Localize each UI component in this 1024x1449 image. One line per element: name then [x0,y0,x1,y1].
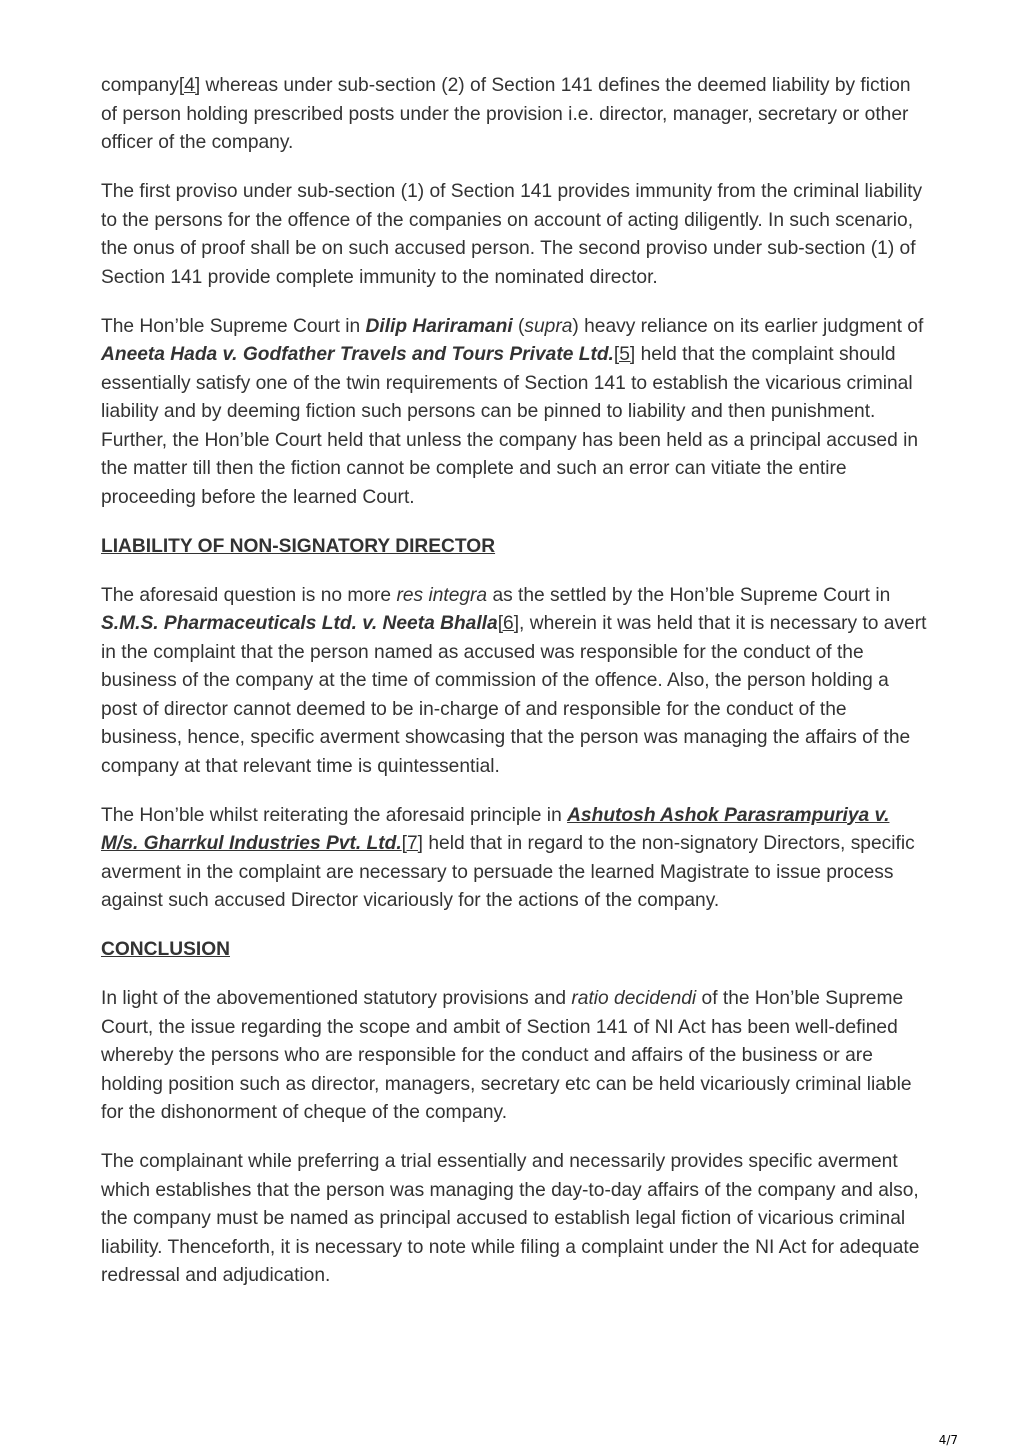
paragraph-proviso [101,178,927,292]
paragraph-deemed-liability [101,72,927,158]
page-number: 4/7 [938,1433,958,1447]
text: ( [512,315,525,337]
italic-term: res integra [396,584,488,606]
case-link-ashutosh[interactable]: Ashutosh Ashok Parasrampuriya v. M/s. Gharrkul Industries Pvt. Ltd. [101,804,890,854]
paragraph-ashutosh [101,802,927,916]
text: ) heavy reliance on its earlier judgment of [572,315,924,337]
text: The first proviso under sub-section (1) of Section 141 provides immunity from the criminal liability to the persons for the offence of the companies on account of acting diligently. In such scenario, the onus of proof shall be on such accused person. The second proviso under sub-section (1) of Section 141 provide complete immunity to the nominated director. [101,181,923,288]
footnote-link-6[interactable]: [6] [497,613,520,634]
footnote-link-4[interactable]: [4] [178,75,201,96]
text: held that the complaint should essentially satisfy one of the twin requirements of Section 141 to establish the vicarious criminal liability and by deeming fiction such persons can be pinned to liability and then punishment. Further, the Hon’ble Court held that unless the company has been held as a principal accused in the matter till then the fiction cannot be complete and such an error can vitiate the entire proceeding before the learned Court. [101,344,919,508]
text: as the settled by the Hon’ble Supreme Court in [487,584,891,606]
text: of the Hon’ble Supreme Court, the issue regarding the scope and ambit of Section 141 of NI Act has been well-defined whereby the persons who are responsible for the conduct and affairs of the business or are holding position such as director, managers, secretary etc can be held vicariously criminal liable for the dishonorment of cheque of the company. [101,988,912,1123]
case-name: S.M.S. Pharmaceuticals Ltd. v. Neeta Bhalla [101,613,498,634]
text: The Hon’ble Supreme Court in [101,315,366,337]
footnote-link-5[interactable]: [5] [613,344,636,365]
text: , wherein it was held that it is necessary to avert in the complaint that the person named as accused was responsible for the conduct of the business of the company at the time of commission of the offence. Also, the person holding a post of director cannot deemed to be in-charge of and responsible for the conduct of the business, hence, specific averment showcasing that the person was managing the affairs of the company at that relevant time is quintessential. [101,613,927,777]
text: company [101,75,179,96]
case-name: Aneeta Hada v. Godfather Travels and Tours Private Ltd. [101,344,614,365]
paragraph-conclusion-2 [101,1148,927,1291]
text: The Hon’ble whilst reiterating the aforesaid principle in [101,804,568,826]
section-heading-non-signatory: LIABILITY OF NON-SIGNATORY DIRECTOR [101,535,496,557]
document-body [101,72,927,1311]
text: The aforesaid question is no more [101,584,397,606]
paragraph-dilip-hariramani [101,313,927,513]
text: held that in regard to the non-signatory Directors, specific averment in the complaint are necessary to persuade the learned Magistrate to issue process against such accused Director vicariously for the actions of the company. [101,833,915,911]
paragraph-sms-pharmaceuticals [101,582,927,782]
case-name: Dilip Hariramani [365,315,513,337]
footnote-link-7[interactable]: [7] [401,833,424,854]
paragraph-conclusion-1 [101,985,927,1128]
text: The complainant while preferring a trial essentially and necessarily provides specific averment which establishes that the person was managing the day-to-day affairs of the company and also, the company must be named as principal accused to establish legal fiction of vicarious criminal liability. Thenceforth, it is necessary to note while filing a complaint under the NI Act for adequate redressal and adjudication. [101,1151,920,1286]
text: whereas under sub-section (2) of Section 141 defines the deemed liability by fiction of person holding prescribed posts under the provision i.e. director, manager, secretary or other officer of the company. [101,75,911,153]
section-heading-conclusion: CONCLUSION [101,939,230,960]
text: In light of the abovementioned statutory provisions and [101,988,572,1009]
italic-term: supra [524,315,573,337]
italic-term: ratio decidendi [571,988,697,1009]
